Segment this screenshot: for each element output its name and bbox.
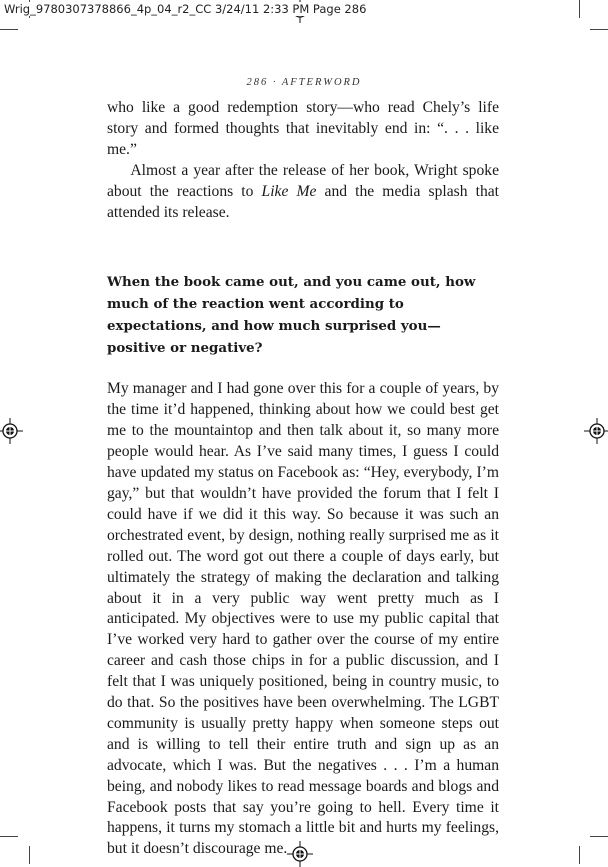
crop-mark-right-top xyxy=(590,29,608,30)
crop-mark-left-top xyxy=(0,29,18,30)
registration-mark-left-icon xyxy=(0,418,23,444)
crop-mark-top-right xyxy=(579,0,580,18)
paragraph-intro-text-b: and the media splash that attended its release. xyxy=(107,182,499,221)
paragraph-continued: who like a good redemption story—who read Chely’s life story and formed thoughts that inevitably end in: “. . . like me.” xyxy=(107,99,499,158)
crop-mark-bottom-right xyxy=(579,846,580,864)
interview-answer: My manager and I had gone over this for a couple of years, by the time it’d happened, thinking about how we could best get me to the mountaintop and then talk about it, so many more people would hear. As I’ve said many times, I guess I could have updated my status on Facebook as: “Hey, everybody, I’m gay,” but that wouldn’t have provided the forum that I felt I could have if we did it this way. So because it was such an orchestrated event, by design, nothing really surprised me as it rolled out. The word got out there a couple of days early, but ultimately the strategy of making the declaration and talking about it in a very public way went pretty much as I anticipated. My objectives were to use my public capital that I’ve worked very hard to gather over the course of my entire career and cash those chips in for a public discussion, and I felt that I was uniquely positioned, being in country music, to do that. So the positives have been overwhelming. The LGBT community is usually pretty happy when someone steps out and is willing to tell their entire truth and sign up as an advocate, which I was. But the negatives . . . I’m a human being, and nobody likes to read message boards and blogs and Facebook posts that say you’re going to hell. Every time it happens, it turns my stomach a little bit and hurts my feelings, but it doesn’t discourage me. xyxy=(107,380,499,858)
paragraph-intro-text-a: Almost a year after the release of her book, Wright spoke about the reactions to xyxy=(107,161,499,200)
registration-mark-right-icon xyxy=(584,418,608,444)
registration-mark-bottom-icon xyxy=(287,841,313,867)
book-title: Like Me xyxy=(261,182,317,200)
print-slug-line: Wrig_9780307378866_4p_04_r2_CC 3/24/11 2:33 PM Page 286 xyxy=(4,2,367,16)
crop-mark-left-bottom xyxy=(0,836,18,837)
interview-question: When the book came out, and you came out, how much of the reaction went according to expectations, and how much surprised you—positive or negative? xyxy=(107,274,476,357)
crop-mark-right-bottom xyxy=(590,836,608,837)
crop-mark-bottom-left xyxy=(29,846,30,864)
paragraph-intro xyxy=(107,161,499,224)
running-head: 286 · AFTERWORD xyxy=(246,77,362,88)
page-body xyxy=(107,98,499,860)
